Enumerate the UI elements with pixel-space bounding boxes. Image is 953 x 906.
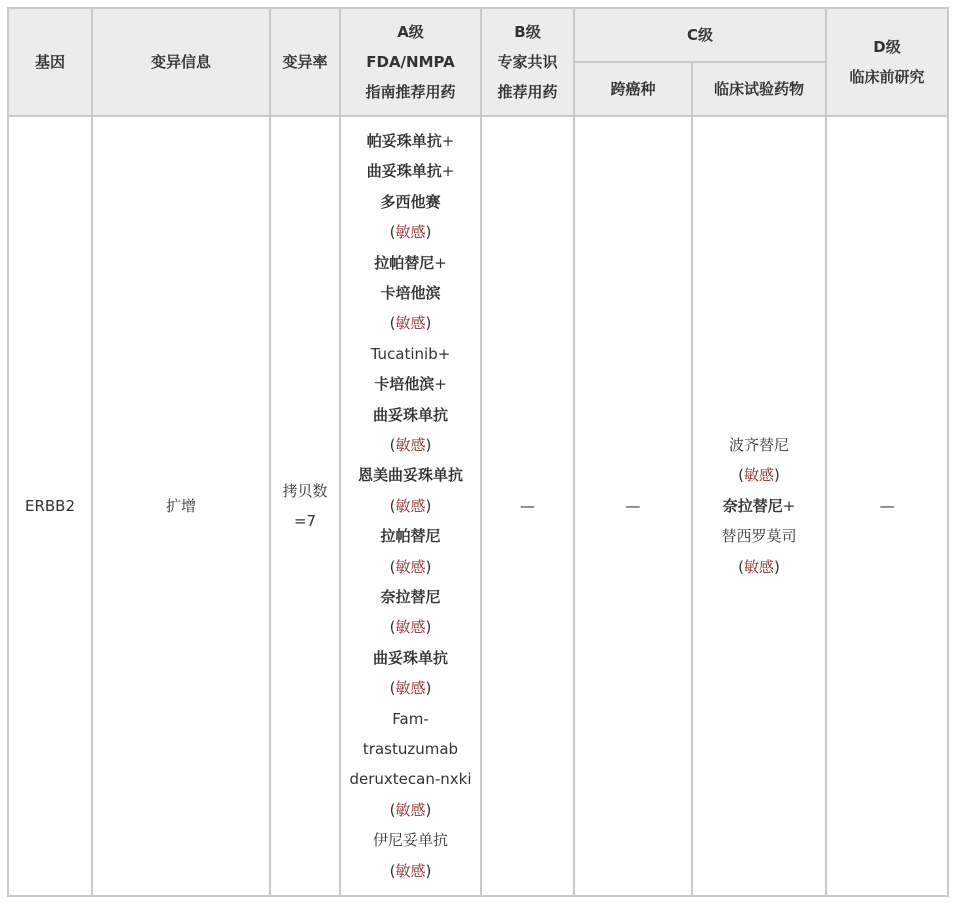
drug-name-line [697, 521, 821, 551]
header-variant-rate: 变异率 [270, 8, 340, 116]
header-level-a-line3: 指南推荐用药 [365, 83, 456, 101]
sensitivity-word: 敏感 [744, 466, 775, 485]
header-level-a-line1: A级 [397, 23, 424, 41]
sensitivity-word: 敏感 [395, 435, 426, 454]
drug-name: 拉帕替尼 [374, 253, 435, 272]
sensitivity-word: 敏感 [744, 557, 775, 576]
cell-variant-rate [270, 116, 340, 896]
cell-c-cross-cancer: — [574, 116, 692, 896]
header-level-d-line1: D级 [873, 38, 901, 56]
drug-name-line [345, 187, 476, 217]
sensitivity-word: 敏感 [395, 314, 426, 333]
cell-level-a-drugs [340, 116, 481, 896]
drug-combination-plus: + [782, 496, 796, 515]
sensitivity-word: 敏感 [395, 861, 426, 880]
sensitivity-label: (敏感) [389, 223, 432, 242]
drug-name-line [345, 582, 476, 612]
drug-name: 替西罗莫司 [721, 527, 797, 546]
drug-name: 恩美曲妥珠单抗 [357, 466, 463, 485]
drug-name: 帕妥珠单抗 [366, 131, 442, 150]
drug-name: 伊尼妥单抗 [372, 831, 448, 850]
sensitivity-word: 敏感 [395, 557, 426, 576]
header-gene: 基因 [8, 8, 92, 116]
sensitivity-label: (敏感) [389, 618, 432, 637]
cell-c-clinical-trial-drugs [692, 116, 826, 896]
drug-name: 卡培他滨 [374, 375, 435, 394]
drug-name: 奈拉替尼 [722, 496, 783, 515]
drug-name: 奈拉替尼 [380, 588, 441, 607]
sensitivity-word: 敏感 [395, 800, 426, 819]
drug-name: 拉帕替尼 [380, 527, 441, 546]
header-level-b-line1: B级 [514, 23, 541, 41]
drug-name: 卡培他滨 [380, 283, 441, 302]
cell-level-d: — [826, 116, 948, 896]
drug-name-line [345, 521, 476, 551]
drug-name-line [345, 156, 476, 186]
header-level-a [340, 8, 481, 116]
drug-name: 曲妥珠单抗 [366, 162, 442, 181]
drug-name: Fam- [392, 709, 429, 728]
drug-combination-plus: + [434, 253, 447, 272]
drug-combination-plus: + [437, 344, 451, 363]
rate-line2: =7 [293, 512, 317, 530]
header-variant-info: 变异信息 [92, 8, 270, 116]
sensitivity-word: 敏感 [395, 223, 426, 242]
drug-combination-plus: + [441, 131, 455, 150]
header-level-b-line2: 专家共识 [497, 53, 558, 71]
variant-drug-table [7, 7, 949, 897]
rate-line1: 拷贝数 [282, 481, 328, 500]
header-c-cross-cancer: 跨癌种 [574, 62, 692, 116]
drug-name-line [345, 704, 476, 734]
cell-gene: ERBB2 [8, 116, 92, 896]
header-c-clinical-trial: 临床试验药物 [692, 62, 826, 116]
drug-name-line [345, 764, 476, 794]
sensitivity-word: 敏感 [395, 496, 426, 515]
sensitivity-label: (敏感) [389, 314, 432, 333]
drug-name-line [345, 734, 476, 764]
drug-name-line [345, 126, 476, 156]
drug-name-line [697, 430, 821, 460]
drug-name: Tucatinib [370, 344, 438, 363]
drug-name: deruxtecan-nxki [349, 770, 472, 789]
drug-name: 波齐替尼 [729, 435, 790, 454]
sensitivity-label: (敏感) [738, 466, 780, 485]
drug-name: 多西他赛 [380, 192, 441, 211]
sensitivity-label: (敏感) [389, 679, 432, 698]
drug-name-line [345, 460, 476, 490]
sensitivity-word: 敏感 [395, 679, 426, 698]
drug-name-line [345, 248, 476, 278]
drug-name: 曲妥珠单抗 [372, 405, 448, 424]
drug-name-line [345, 825, 476, 855]
sensitivity-label: (敏感) [389, 861, 432, 880]
sensitivity-word: 敏感 [395, 618, 426, 637]
sensitivity-label: (敏感) [389, 557, 432, 576]
drug-name-line [697, 491, 821, 521]
sensitivity-label: (敏感) [389, 496, 432, 515]
drug-name-line [345, 339, 476, 369]
drug-name-line [345, 400, 476, 430]
cell-level-b: — [481, 116, 574, 896]
header-level-d-line2: 临床前研究 [849, 68, 925, 86]
header-level-a-line2: FDA/NMPA [366, 53, 455, 71]
header-level-b [481, 8, 574, 116]
drug-combination-plus: + [434, 375, 447, 394]
drug-name: 曲妥珠单抗 [372, 648, 448, 667]
drug-name-line [345, 278, 476, 308]
header-level-d [826, 8, 948, 116]
drug-name-line [345, 643, 476, 673]
header-level-c: C级 [574, 8, 826, 62]
drug-name-line [345, 369, 476, 399]
drug-name: trastuzumab [362, 740, 459, 759]
sensitivity-label: (敏感) [389, 800, 432, 819]
cell-variant-info: 扩增 [92, 116, 270, 896]
sensitivity-label: (敏感) [389, 435, 432, 454]
header-level-b-line3: 推荐用药 [497, 83, 558, 101]
drug-combination-plus: + [441, 162, 455, 181]
sensitivity-label: (敏感) [738, 557, 780, 576]
